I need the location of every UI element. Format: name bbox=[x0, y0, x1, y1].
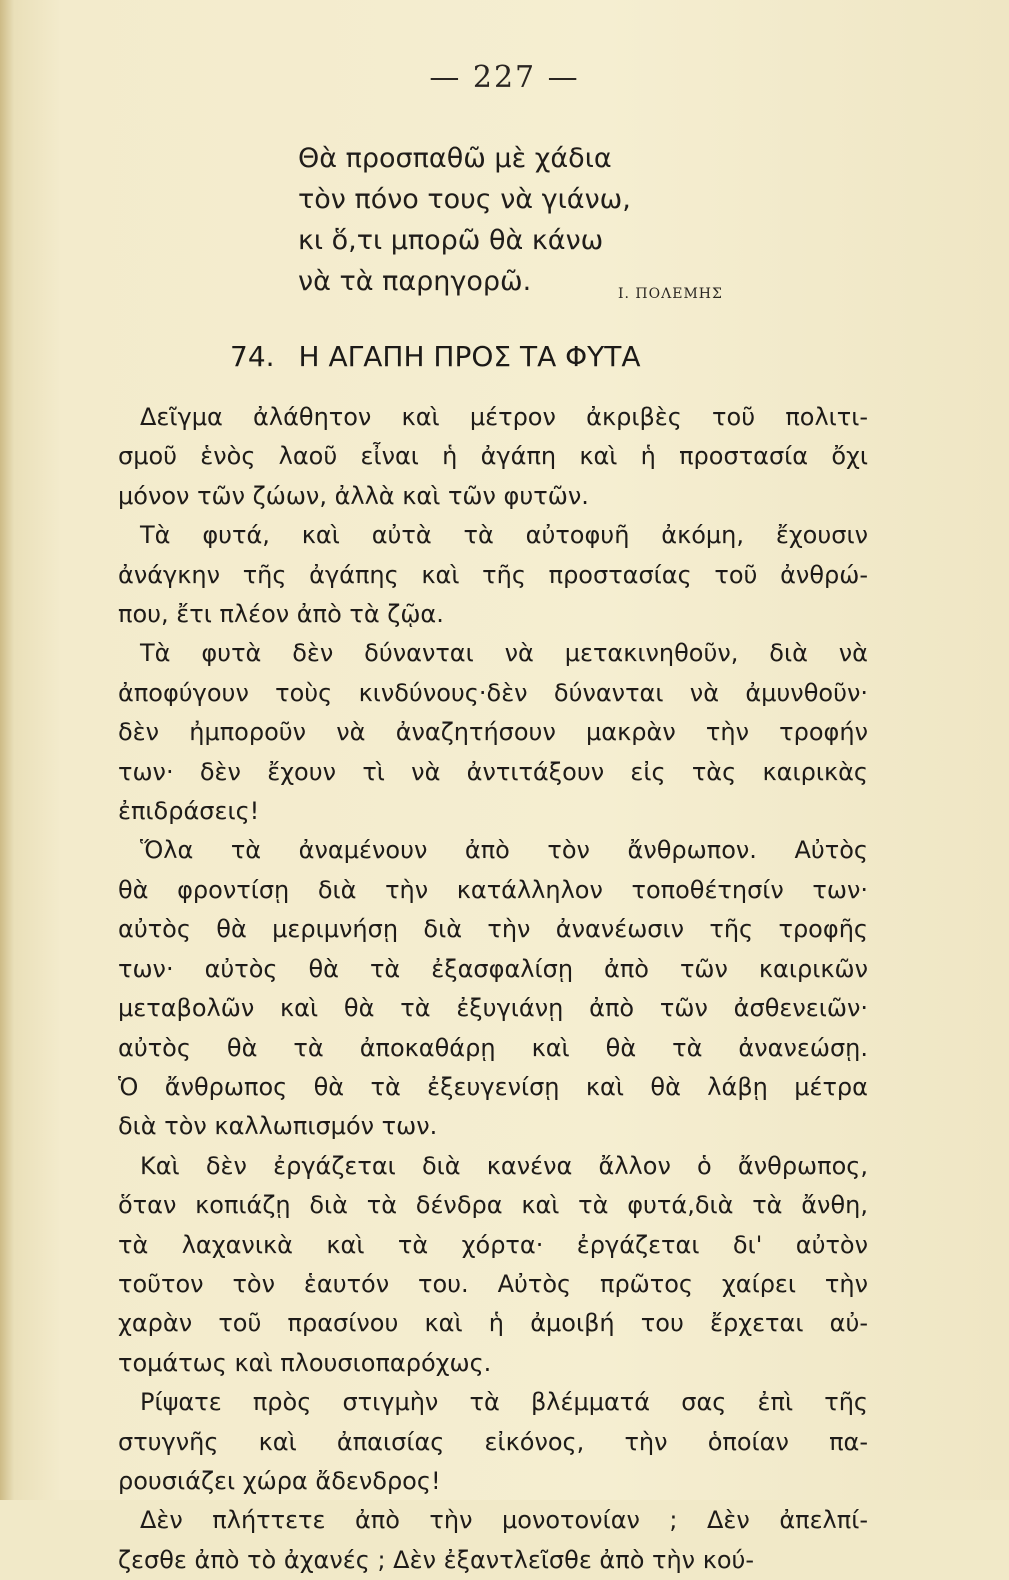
text-line: που, ἔτι πλέον ἀπὸ τὰ ζῷα. bbox=[118, 600, 444, 629]
text-line: μεταβολῶν καὶ θὰ τὰ ἐξυγιάνῃ ἀπὸ τῶν ἀσθενειῶν· bbox=[118, 994, 868, 1023]
section-number: 74. bbox=[230, 340, 275, 373]
paragraph bbox=[118, 1501, 868, 1580]
paragraph bbox=[118, 634, 868, 831]
text-line: αὐτὸς θὰ μεριμνήσῃ διὰ τὴν ἀνανέωσιν τῆς τροφῆς bbox=[118, 915, 868, 944]
section-title: Η ΑΓΑΠΗ ΠΡΟΣ ΤΑ ΦΥΤΑ bbox=[298, 340, 641, 373]
text-line: Δὲν πλήττετε ἀπὸ τὴν μονοτονίαν ; Δὲν ἀπελπί- bbox=[140, 1506, 868, 1535]
text-line: Ὅλα τὰ ἀναμένουν ἀπὸ τὸν ἄνθρωπον. Αὐτὸς bbox=[140, 836, 868, 865]
paragraph bbox=[118, 398, 868, 516]
paragraph bbox=[118, 1383, 868, 1501]
text-line: Ρίψατε πρὸς στιγμὴν τὰ βλέμματά σας ἐπὶ τῆς bbox=[140, 1388, 868, 1417]
text-line: ἀνάγκην τῆς ἀγάπης καὶ τῆς προστασίας τοῦ ἀνθρώ- bbox=[118, 560, 868, 589]
text-line: Ὁ ἄνθρωπος θὰ τὰ ἐξευγενίσῃ καὶ θὰ λάβῃ μέτρα bbox=[118, 1072, 868, 1101]
poem-author: Ι. ΠΟΛΕΜΗΣ bbox=[618, 286, 723, 302]
text-line: σμοῦ ἑνὸς λαοῦ εἶναι ἡ ἀγάπη καὶ ἡ προστασία ὄχι bbox=[118, 442, 868, 471]
text-line: Καὶ δὲν ἐργάζεται διὰ κανένα ἄλλον ὁ ἄνθρωπος, bbox=[140, 1151, 868, 1180]
poem-line: κι ὅ,τι μπορῶ θὰ κάνω bbox=[298, 225, 604, 256]
paragraph bbox=[118, 516, 868, 634]
poem-stanza bbox=[298, 138, 818, 302]
text-line: τομάτως καὶ πλουσιοπαρόχως. bbox=[118, 1348, 492, 1377]
text-line: ἐπιδράσεις! bbox=[118, 797, 260, 826]
text-line: ζεσθε ἀπὸ τὸ ἀχανές ; Δὲν ἐξαντλεῖσθε ἀπὸ τὴν κού- bbox=[118, 1545, 755, 1574]
section-heading bbox=[230, 340, 850, 373]
page-binding-edge bbox=[0, 0, 14, 1500]
text-line: ἀποφύγουν τοὺς κινδύνους·δὲν δύνανται νὰ ἀμυνθοῦν· bbox=[118, 678, 868, 707]
text-line: χαρὰν τοῦ πρασίνου καὶ ἡ ἀμοιβή του ἔρχεται αὐ- bbox=[118, 1309, 868, 1338]
text-line: μόνον τῶν ζώων, ἀλλὰ καὶ τῶν φυτῶν. bbox=[118, 481, 589, 510]
poem-line: Θὰ προσπαθῶ μὲ χάδια bbox=[298, 143, 612, 174]
text-line: ρουσιάζει χώρα ἄδενδρος! bbox=[118, 1466, 441, 1495]
text-line: στυγνῆς καὶ ἀπαισίας εἰκόνος, τὴν ὁποίαν πα- bbox=[118, 1427, 868, 1456]
text-line: θὰ φροντίσῃ διὰ τὴν κατάλληλον τοποθέτησίν των· bbox=[118, 875, 868, 904]
body-text bbox=[118, 398, 868, 1580]
paragraph bbox=[118, 1147, 868, 1383]
text-line: τὰ λαχανικὰ καὶ τὰ χόρτα· ἐργάζεται δι' αὐτὸν bbox=[118, 1230, 868, 1259]
text-line: των· δὲν ἔχουν τὶ νὰ ἀντιτάξουν εἰς τὰς καιρικὰς bbox=[118, 757, 868, 786]
text-line: Τὰ φυτὰ δὲν δύνανται νὰ μετακινηθοῦν, διὰ νὰ bbox=[140, 639, 868, 668]
poem-line: νὰ τὰ παρηγορῶ. bbox=[298, 266, 532, 297]
page-number: — 227 — bbox=[429, 60, 580, 95]
text-line: τοῦτον τὸν ἑαυτόν του. Αὐτὸς πρῶτος χαίρει τὴν bbox=[118, 1269, 868, 1298]
text-line: Δεῖγμα ἀλάθητον καὶ μέτρον ἀκριβὲς τοῦ πολιτι- bbox=[140, 403, 868, 431]
poem-line: τὸν πόνο τους νὰ γιάνω, bbox=[298, 184, 631, 215]
text-line: αὐτὸς θὰ τὰ ἀποκαθάρῃ καὶ θὰ τὰ ἀνανεώσῃ. bbox=[118, 1033, 868, 1062]
paragraph bbox=[118, 831, 868, 1146]
text-line: ὅταν κοπιάζῃ διὰ τὰ δένδρα καὶ τὰ φυτά,διὰ τὰ ἄνθη, bbox=[118, 1191, 868, 1220]
text-line: διὰ τὸν καλλωπισμόν των. bbox=[118, 1112, 438, 1141]
text-line: δὲν ἠμποροῦν νὰ ἀναζητήσουν μακρὰν τὴν τροφήν bbox=[118, 718, 868, 747]
text-line: των· αὐτὸς θὰ τὰ ἐξασφαλίσῃ ἀπὸ τῶν καιρικῶν bbox=[118, 954, 868, 983]
text-line: Τὰ φυτά, καὶ αὐτὰ τὰ αὐτοφυῆ ἀκόμη, ἔχουσιν bbox=[140, 521, 868, 550]
